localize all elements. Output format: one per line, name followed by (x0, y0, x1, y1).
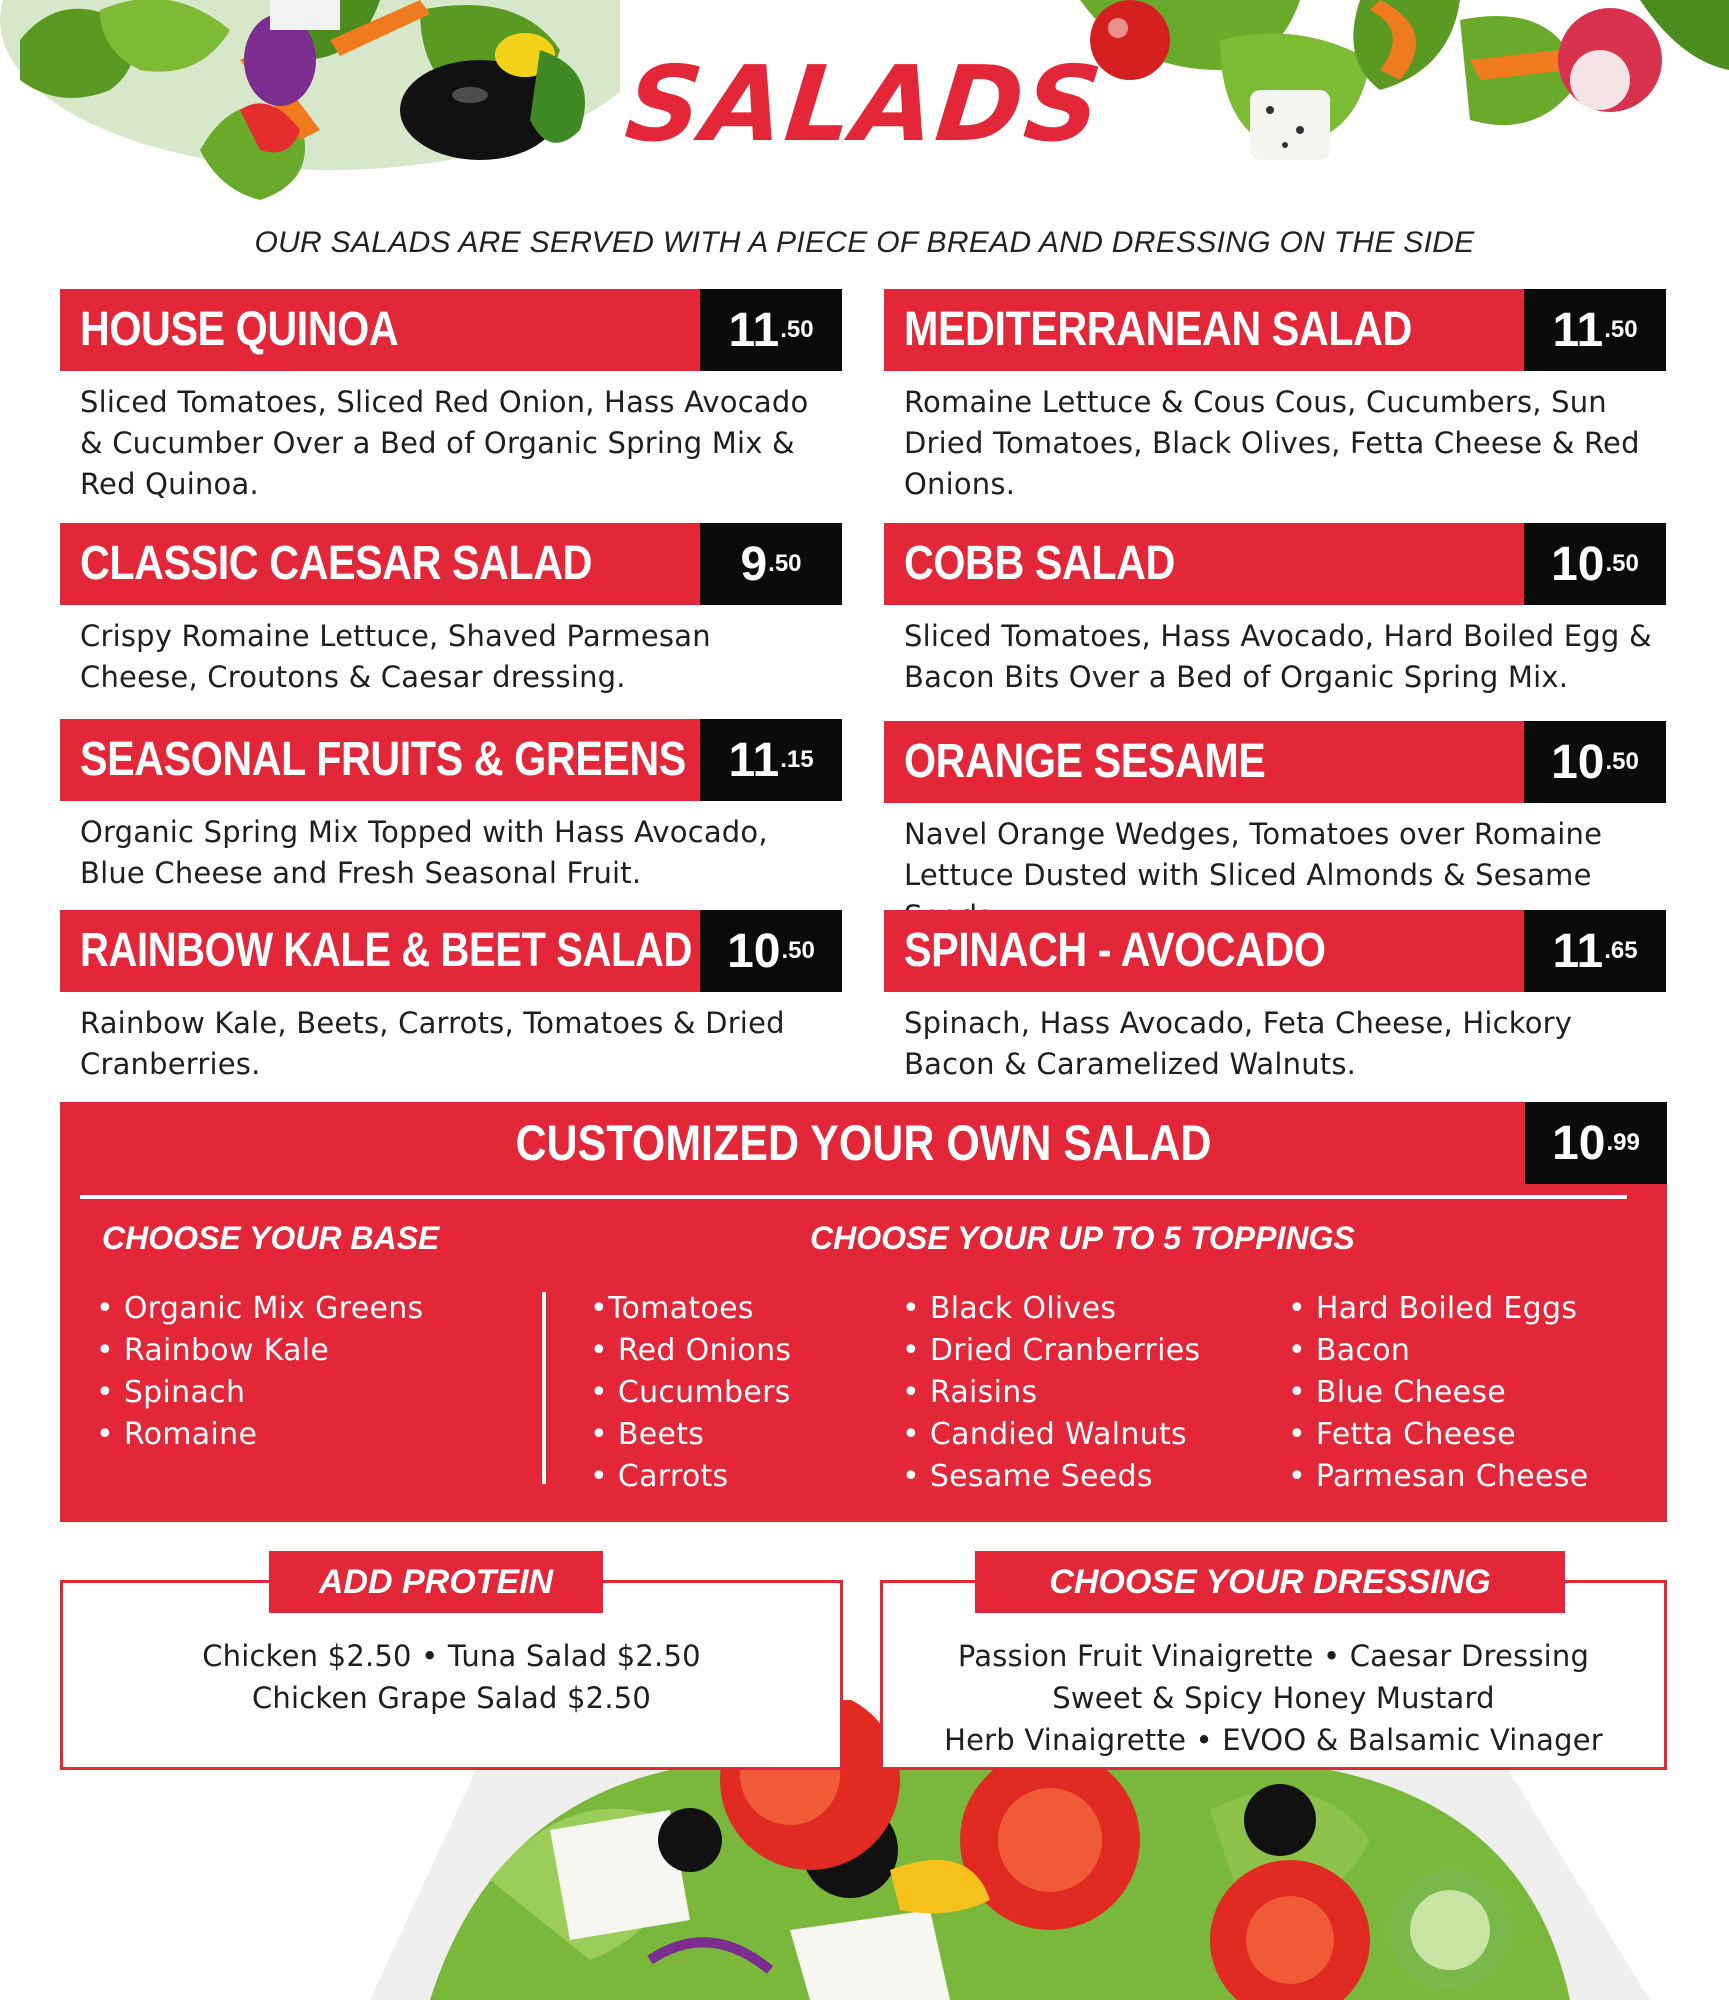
menu-item (884, 523, 1666, 698)
price-main: 11 (728, 303, 780, 357)
menu-item-name: HOUSE QUINOA (60, 289, 700, 371)
menu-item-name: RAINBOW KALE & BEET SALAD (60, 910, 700, 992)
menu-item-price (700, 910, 842, 992)
menu-item-header (884, 289, 1666, 371)
list-item: • Fetta Cheese (1288, 1417, 1516, 1452)
list-item: • Romaine (96, 1417, 258, 1452)
menu-item (60, 289, 842, 505)
price-cents: .50 (1604, 316, 1638, 343)
price-main: 11 (1552, 924, 1604, 978)
menu-item-description: Organic Spring Mix Topped with Hass Avocado, Blue Cheese and Fresh Seasonal Fruit. (80, 815, 768, 890)
price-main: 9 (740, 537, 768, 591)
page-subtitle: OUR SALADS ARE SERVED WITH A PIECE OF BREAD AND DRESSING ON THE SIDE (254, 226, 1475, 259)
price-cents: .99 (1606, 1129, 1640, 1156)
custom-salad-price (1525, 1102, 1667, 1184)
list-item: • Red Onions (590, 1333, 792, 1368)
menu-item-description: Spinach, Hass Avocado, Feta Cheese, Hickory Bacon & Caramelized Walnuts. (904, 1006, 1573, 1081)
price-cents: .50 (780, 316, 814, 343)
list-item: • Bacon (1288, 1333, 1411, 1368)
list-item: • Raisins (902, 1375, 1038, 1410)
list-item: • Beets (590, 1417, 705, 1452)
menu-item-price (1524, 289, 1666, 371)
menu-item (884, 289, 1666, 505)
price-cents: .50 (1605, 748, 1639, 775)
column-divider (542, 1292, 546, 1484)
custom-salad-title: CUSTOMIZED YOUR OWN SALAD (515, 1115, 1212, 1171)
price-main: 11 (1552, 303, 1604, 357)
dressing-line: Passion Fruit Vinaigrette • Caesar Dressing (957, 1639, 1590, 1673)
toppings-list-1 (590, 1288, 791, 1498)
protein-line: Chicken Grape Salad $2.50 (251, 1681, 652, 1715)
menu-item (60, 523, 842, 698)
custom-salad-panel (60, 1102, 1667, 1522)
list-item: • Candied Walnuts (902, 1417, 1187, 1452)
dressing-line: Sweet & Spicy Honey Mustard (1052, 1681, 1495, 1715)
add-protein-heading: ADD PROTEIN (269, 1551, 603, 1613)
price-main: 11 (728, 733, 780, 787)
menu-item-description: Sliced Tomatoes, Sliced Red Onion, Hass Avocado & Cucumber Over a Bed of Organic Spring Mix & Red Quinoa. (80, 385, 809, 501)
price-cents: .50 (781, 937, 815, 964)
price-cents: .50 (768, 550, 802, 577)
menu-item-price (1524, 523, 1666, 605)
menu-item-description: Crispy Romaine Lettuce, Shaved Parmesan Cheese, Croutons & Caesar dressing. (80, 619, 711, 694)
toppings-list-2 (902, 1288, 1200, 1498)
page-title: SALADS (620, 43, 1109, 165)
menu-item-description: Sliced Tomatoes, Hass Avocado, Hard Boiled Egg & Bacon Bits Over a Bed of Organic Spring Mix. (904, 619, 1652, 694)
menu-item-header (884, 721, 1666, 803)
menu-item-description: Rainbow Kale, Beets, Carrots, Tomatoes & Dried Cranberries. (80, 1006, 785, 1081)
price-main: 10 (1552, 1116, 1606, 1170)
list-item: • Spinach (96, 1375, 246, 1410)
menu-item-name: CLASSIC CAESAR SALAD (60, 523, 700, 605)
list-item: • Black Olives (902, 1291, 1117, 1326)
divider-line (80, 1195, 1627, 1199)
menu-item (884, 910, 1666, 1085)
list-item: • Organic Mix Greens (96, 1291, 424, 1326)
toppings-list-3 (1288, 1288, 1588, 1498)
protein-options (63, 1635, 840, 1719)
base-list (96, 1288, 423, 1456)
list-item: • Blue Cheese (1288, 1375, 1507, 1410)
menu-item-header (884, 910, 1666, 992)
menu-item-price (1524, 910, 1666, 992)
dressing-options (883, 1635, 1664, 1761)
menu-item-name: SPINACH - AVOCADO (884, 910, 1524, 992)
menu-item-header (60, 910, 842, 992)
menu-item-price (700, 719, 842, 801)
menu-item-price (700, 523, 842, 605)
menu-item-name: COBB SALAD (884, 523, 1524, 605)
choose-dressing-heading: CHOOSE YOUR DRESSING (975, 1551, 1565, 1613)
menu-item-price (1524, 721, 1666, 803)
menu-item (60, 910, 842, 1085)
menu-item-name: SEASONAL FRUITS & GREENS (60, 719, 700, 801)
menu-item-header (60, 719, 842, 801)
menu-item-name: MEDITERRANEAN SALAD (884, 289, 1524, 371)
price-cents: .65 (1604, 937, 1638, 964)
menu-item-header (60, 523, 842, 605)
menu-item (884, 721, 1666, 937)
price-main: 10 (1551, 537, 1605, 591)
protein-line: Chicken $2.50 • Tuna Salad $2.50 (202, 1639, 701, 1673)
price-cents: .15 (780, 746, 814, 773)
menu-item-description: Navel Orange Wedges, Tomatoes over Romaine Lettuce Dusted with Sliced Almonds & Sesame (904, 817, 1603, 892)
list-item: •Tomatoes (590, 1291, 754, 1326)
add-protein-box (60, 1562, 843, 1770)
toppings-heading: CHOOSE YOUR UP TO 5 TOPPINGS (810, 1220, 1355, 1256)
dressing-box (880, 1562, 1667, 1770)
list-item: • Hard Boiled Eggs (1288, 1291, 1578, 1326)
price-main: 10 (1551, 735, 1605, 789)
base-heading: CHOOSE YOUR BASE (102, 1220, 440, 1256)
list-item: • Rainbow Kale (96, 1333, 330, 1368)
list-item: • Carrots (590, 1459, 729, 1494)
list-item: • Dried Cranberries (902, 1333, 1201, 1368)
menu-item-header (60, 289, 842, 371)
menu-item-name: ORANGE SESAME (884, 721, 1524, 803)
list-item: • Parmesan Cheese (1288, 1459, 1589, 1494)
list-item: • Sesame Seeds (902, 1459, 1153, 1494)
price-cents: .50 (1605, 550, 1639, 577)
list-item: • Cucumbers (590, 1375, 791, 1410)
menu-item-price (700, 289, 842, 371)
menu-item-header (884, 523, 1666, 605)
price-main: 10 (727, 924, 781, 978)
menu-item-description: Romaine Lettuce & Cous Cous, Cucumbers, Sun Dried Tomatoes, Black Olives, Fetta Cheese & Red Onions. (904, 385, 1640, 501)
menu-item (60, 719, 842, 894)
dressing-line: Herb Vinaigrette • EVOO & Balsamic Vinager (944, 1723, 1603, 1757)
